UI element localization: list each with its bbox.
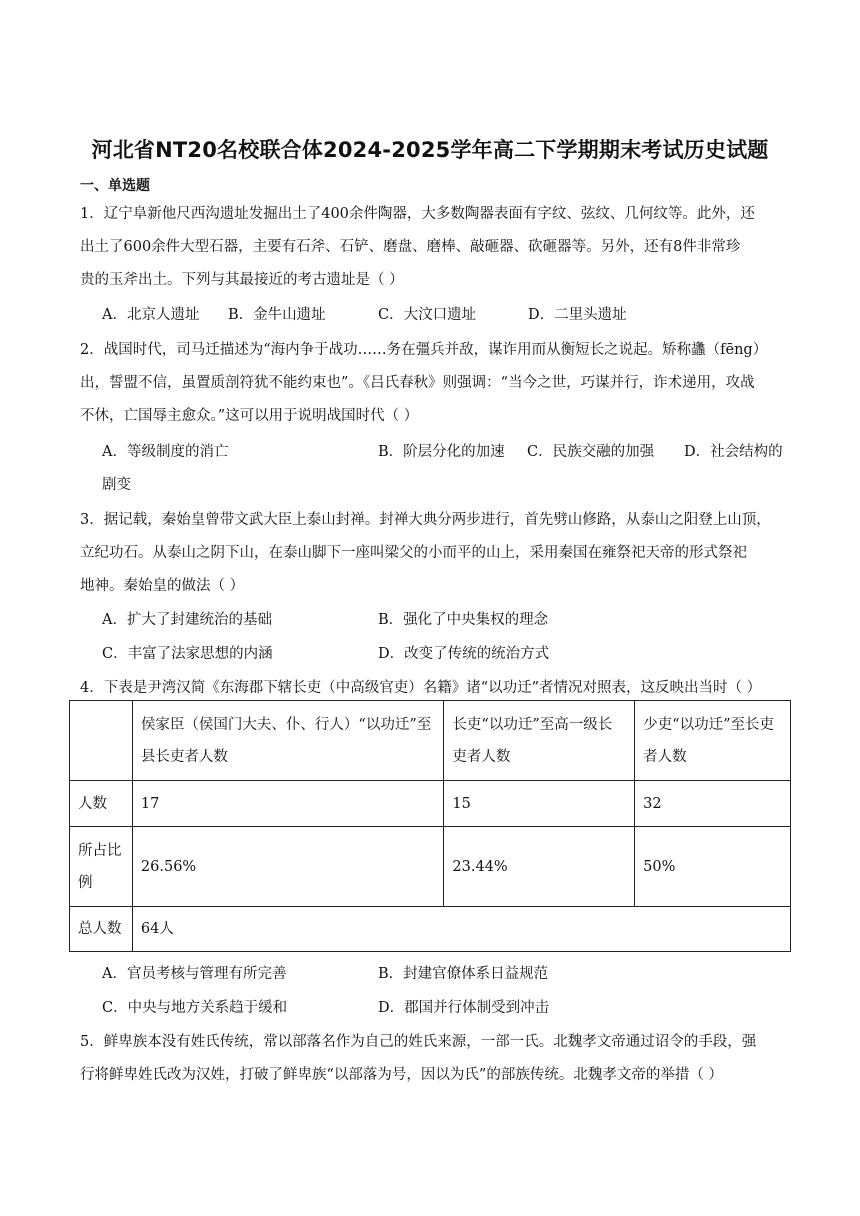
q3-option-a: A．扩大了封建统治的基础: [102, 612, 272, 628]
table-cell: 17: [132, 781, 444, 827]
q3-line-2: 立纪功石。从泰山之阴下山，在泰山脚下一座叫梁父的小而平的山上，采用秦国在雍祭祀天帝的形式祭祀: [80, 545, 747, 561]
table-total-row: [70, 907, 791, 952]
q4-option-b: B．封建官僚体系日益规范: [378, 966, 549, 982]
exam-title: 河北省NT20名校联合体2024-2025学年高二下学期期末考试历史试题: [91, 138, 769, 162]
q3-line-1: 3．据记载，秦始皇曾带文武大臣上泰山封禅。封禅大典分两步进行，首先劈山修路，从泰山之阳登上山顶，: [80, 512, 771, 528]
q1-option-c: C．大汶口遗址: [378, 307, 477, 323]
table-row: [70, 827, 791, 907]
q2-line-1: 2．战国时代，司马迁描述为“海内争于战功……务在彊兵并敌，谋诈用而从衡短长之说起。矫称蠭（fēng）: [80, 342, 768, 358]
q1-line-3: 贵的玉斧出土。下列与其最接近的考古遗址是（ ）: [80, 272, 404, 288]
table-cell: 23.44%: [444, 827, 635, 907]
q5-line-2: 行将鲜卑姓氏改为汉姓，打破了鲜卑族“以部落为号，因以为氏”的部族传统。北魏孝文帝的举措（ ）: [80, 1067, 723, 1083]
q3-option-b: B．强化了中央集权的理念: [378, 612, 549, 628]
q4-option-c: C．中央与地方关系趋于缓和: [102, 1000, 288, 1016]
q1-option-a: A．北京人遗址: [102, 307, 200, 323]
table-cell: 所占比例: [70, 827, 133, 907]
table-cell: 50%: [635, 827, 791, 907]
q4-option-d: D．郡国并行体制受到冲击: [378, 1000, 550, 1016]
q1-line-1: 1．辽宁阜新他尺西沟遗址发掘出土了400余件陶器，大多数陶器表面有字纹、弦纹、几何纹等。此外，还: [80, 206, 755, 222]
q2-option-c: C．民族交融的加强: [527, 444, 655, 460]
q4-option-a: A．官员考核与管理有所完善: [102, 966, 287, 982]
q1-option-b: B．金牛山遗址: [228, 307, 326, 323]
table-row: [70, 781, 791, 827]
q5-line-1: 5．鲜卑族本没有姓氏传统，常以部落名作为自己的姓氏来源，一部一氏。北魏孝文帝通过诏令的手段，强: [80, 1034, 757, 1050]
table-header-cell: 少吏“以功迁”至长吏者人数: [635, 701, 791, 781]
table-header-cell: 长吏“以功迁”至高一级长吏者人数: [444, 701, 635, 781]
q2-option-d: D．社会结构的: [684, 444, 783, 460]
q2-option-d-wrap: 剧变: [102, 477, 131, 493]
q4-table: [69, 700, 791, 952]
q2-line-3: 不休，亡国辱主愈众。”这可以用于说明战国时代（ ）: [80, 408, 419, 424]
q2-option-a: A．等级制度的消亡: [102, 444, 229, 460]
table-cell: 32: [635, 781, 791, 827]
table-total-label: 总人数: [70, 907, 133, 952]
q2-option-b: B．阶层分化的加速: [378, 444, 505, 460]
table-cell: 人数: [70, 781, 133, 827]
table-cell: 15: [444, 781, 635, 827]
q3-line-3: 地神。秦始皇的做法（ ）: [80, 578, 245, 594]
q3-option-d: D．改变了传统的统治方式: [378, 646, 550, 662]
table-header-row: [70, 701, 791, 781]
table-header-cell: 侯家臣（侯国门大夫、仆、行人）“以功迁”至县长吏者人数: [132, 701, 444, 781]
table-cell: 26.56%: [132, 827, 444, 907]
q1-option-d: D．二里头遗址: [528, 307, 627, 323]
section-heading: 一、单选题: [80, 178, 150, 194]
table-total-value: 64人: [132, 907, 790, 952]
q4-line-1: 4．下表是尹湾汉简《东海郡下辖长吏（中高级官吏）名籍》诸“以功迁”者情况对照表，这反映出当时（ ）: [80, 680, 762, 696]
q3-option-c: C．丰富了法家思想的内涵: [102, 646, 273, 662]
q1-line-2: 出土了600余件大型石器，主要有石斧、石铲、磨盘、磨棒、敲砸器、砍砸器等。另外，还有8件非常珍: [80, 239, 741, 255]
table-header-cell-empty: [70, 701, 133, 781]
q2-line-2: 出，誓盟不信，虽置质剖符犹不能约束也”。《吕氏春秋》则强调：“当今之世，巧谋并行，诈术递用，攻战: [80, 375, 755, 391]
